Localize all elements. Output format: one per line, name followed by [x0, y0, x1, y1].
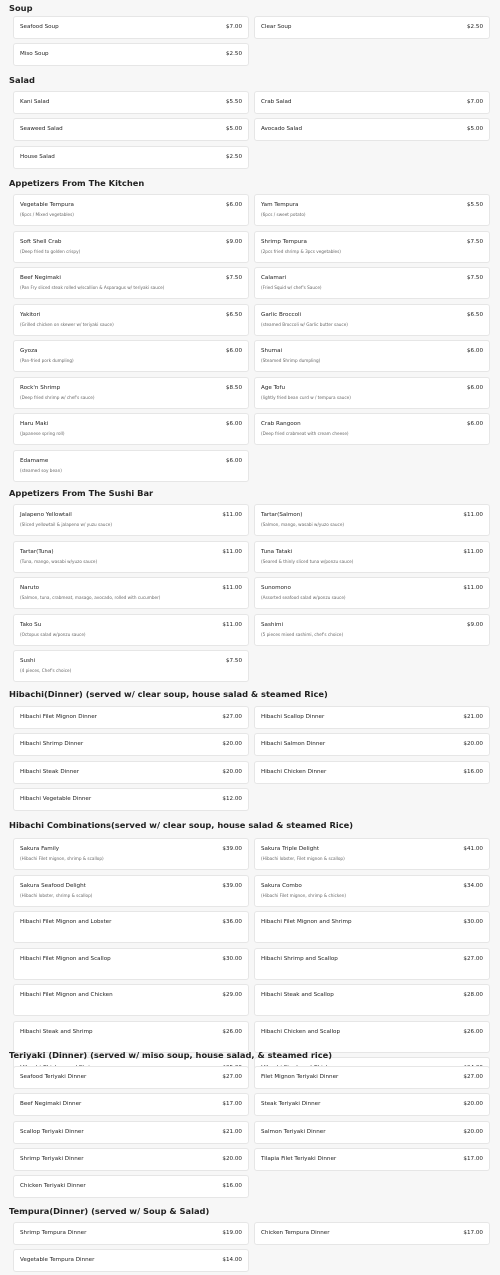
item-price: $5.50 [225, 99, 242, 105]
menu-item-sunomono[interactable] [254, 577, 490, 609]
section-title-appetizers-from-the-sushi-bar: Appetizers From The Sushi Bar [9, 488, 154, 498]
item-name: Filet Mignon Teriyaki Dinner [261, 1074, 339, 1080]
menu-item-hibachi-filet-mignon-and-chicken[interactable] [13, 984, 249, 1016]
menu-item-shrimp-tempura-dinner[interactable] [13, 1222, 249, 1245]
item-description: (Pan-fried pork dumpling) [20, 358, 74, 363]
menu-item-hibachi-shrimp-and-scallop[interactable] [254, 948, 490, 980]
menu-item-seafood-teriyaki-dinner[interactable] [13, 1066, 249, 1089]
menu-item-sushi[interactable] [13, 650, 249, 682]
menu-item-hibachi-filet-mignon-dinner[interactable] [13, 706, 249, 729]
item-name: Hibachi Steak and Scallop [261, 992, 334, 998]
item-price: $2.50 [225, 153, 242, 160]
item-name: Tartar(Tuna) [20, 548, 54, 555]
item-description: (lightly fried bean curd w / tempura sauce) [261, 394, 351, 400]
item-description: (Hibachi lobster, shrimp & scallop) [20, 892, 93, 898]
item-price: $2.50 [466, 24, 483, 30]
menu-item-hibachi-scallop-dinner[interactable] [254, 706, 490, 729]
item-description: (Deep fried to golden crispy) [20, 248, 81, 254]
item-price: $27.00 [222, 714, 242, 720]
section-title-salad: Salad [9, 75, 35, 85]
menu-item-avocado-salad[interactable] [254, 118, 490, 141]
item-description: (5 pieces mixed sashimi, chef's choice) [261, 631, 344, 637]
item-price: $20.00 [463, 1101, 483, 1108]
item-price: $5.00 [466, 126, 483, 133]
item-name: Chicken Teriyaki Dinner [20, 1183, 86, 1190]
menu-item-hibachi-salmon-dinner[interactable] [254, 733, 490, 756]
item-price: $8.50 [225, 384, 242, 391]
menu-item-kani-salad[interactable] [13, 91, 249, 114]
item-name: Garlic Broccoli [261, 311, 302, 318]
section-title-tempura-dinner-served-w-soup-s: Tempura(Dinner) (served w/ Soup & Salad) [9, 1206, 210, 1216]
item-name: Hibachi Salmon Dinner [261, 741, 326, 748]
item-name: Sakura Family [20, 846, 60, 852]
item-description: (Steamed Shrimp dumpling) [261, 358, 321, 363]
item-description: (steamed Broccoli w/ Garlic butter sauce) [261, 321, 348, 327]
item-name: Crab Rangoon [261, 421, 301, 427]
menu-item-hibachi-steak-and-shrimp[interactable] [13, 1021, 249, 1053]
item-price: $6.00 [466, 348, 483, 354]
menu-item-shrimp-teriyaki-dinner[interactable] [13, 1148, 249, 1171]
menu-item-seafood-soup[interactable] [13, 16, 249, 39]
menu-item-edamame[interactable] [13, 450, 249, 482]
item-name: Seaweed Salad [20, 126, 63, 133]
item-name: Tilapia Filet Teriyaki Dinner [261, 1155, 337, 1162]
item-price: $9.00 [225, 238, 242, 245]
menu-item-naruto[interactable] [13, 577, 249, 609]
menu-item-hibachi-steak-dinner[interactable] [13, 761, 249, 784]
item-price: $7.50 [466, 275, 483, 281]
menu-item-salmon-teriyaki-dinner[interactable] [254, 1121, 490, 1144]
menu-item-yam-tempura[interactable] [254, 194, 490, 226]
item-name: Kani Salad [20, 99, 50, 105]
item-name: Shrimp Tempura Dinner [20, 1230, 87, 1236]
item-name: Rock'n Shrimp [20, 384, 61, 391]
item-name: Avocado Salad [261, 126, 302, 133]
item-name: Sashimi [261, 621, 283, 628]
item-price: $7.00 [225, 24, 242, 30]
menu-item-calamari[interactable] [254, 267, 490, 299]
item-name: Hibachi Chicken and Scallop [261, 1028, 341, 1035]
menu-item-soft-shell-crab[interactable] [13, 231, 249, 263]
menu-item-sakura-family[interactable] [13, 838, 249, 870]
menu-item-gyoza[interactable] [13, 340, 249, 372]
menu-item-seaweed-salad[interactable] [13, 118, 249, 141]
menu-item-tako-su[interactable] [13, 614, 249, 646]
item-price: $30.00 [463, 919, 483, 925]
menu-item-jalapeno-yellowtail[interactable] [13, 504, 249, 536]
section-title-teriyaki-dinner-served-w-miso-: Teriyaki (Dinner) (served w/ miso soup, house salad, & steamed rice) [9, 1050, 333, 1060]
menu-item-sakura-combo[interactable] [254, 875, 490, 907]
item-name: Age Tofu [261, 384, 285, 391]
item-price: $6.00 [466, 421, 483, 427]
item-description: (Deep fried crabmeat with cream cheese) [261, 431, 349, 436]
item-description: (Seared & thinly sliced tuna w/ponzu sauce) [261, 558, 354, 564]
item-price: $17.00 [222, 1101, 242, 1108]
menu-item-chicken-tempura-dinner[interactable] [254, 1222, 490, 1245]
item-price: $7.00 [466, 99, 483, 105]
item-name: Hibachi Filet Mignon and Chicken [20, 992, 113, 998]
item-price: $6.00 [466, 384, 483, 391]
item-price: $11.00 [463, 585, 483, 591]
menu-item-crab-rangoon[interactable] [254, 413, 490, 445]
item-name: Shrimp Teriyaki Dinner [20, 1155, 84, 1162]
menu-item-tartar-salmon[interactable] [254, 504, 490, 536]
item-price: $5.00 [225, 126, 242, 133]
menu-item-rock-n-shrimp[interactable] [13, 377, 249, 409]
item-price: $17.00 [463, 1155, 483, 1162]
item-name: Hibachi Vegetable Dinner [20, 795, 92, 802]
item-name: Haru Maki [20, 421, 49, 427]
item-name: Sakura Combo [261, 882, 302, 889]
item-price: $6.00 [225, 348, 242, 354]
item-price: $11.00 [222, 621, 242, 628]
item-price: $6.00 [225, 202, 242, 208]
item-price: $20.00 [463, 1128, 483, 1135]
item-name: Shrimp Tempura [261, 238, 307, 245]
item-description: (Deep fried shrimp w/ chef's sauce) [20, 394, 95, 400]
item-price: $9.00 [466, 621, 483, 628]
item-name: Sushi [20, 658, 36, 664]
item-price: $26.00 [222, 1028, 242, 1035]
item-name: Sunomono [261, 585, 291, 591]
item-price: $39.00 [222, 882, 242, 889]
item-price: $6.50 [466, 311, 483, 318]
item-price: $41.00 [463, 846, 483, 852]
item-price: $21.00 [463, 714, 483, 720]
item-name: Shumai [261, 348, 283, 354]
menu-item-hibachi-filet-mignon-and-shrimp[interactable] [254, 911, 490, 943]
item-description: (Tuna, mango, wasabi w/yuzo sauce) [20, 558, 98, 564]
item-name: Sakura Seafood Delight [20, 882, 86, 889]
menu-item-sakura-seafood-delight[interactable] [13, 875, 249, 907]
menu-item-yakitori[interactable] [13, 304, 249, 336]
item-price: $27.00 [463, 1074, 483, 1080]
item-description: (Hibachi Filet mignon, shrimp & scallop) [20, 856, 104, 861]
item-name: Crab Salad [261, 99, 292, 105]
item-description: (Fried Squid w/ chef's Sauce) [261, 285, 322, 290]
menu-item-tuna-tataki[interactable] [254, 541, 490, 573]
item-price: $34.00 [463, 882, 483, 889]
item-name: Vegetable Tempura [20, 202, 74, 208]
item-price: $7.50 [466, 238, 483, 245]
section-title-hibachi-combinations-served-w-: Hibachi Combinations(served w/ clear soup, house salad & steamed Rice) [9, 820, 354, 830]
item-name: Hibachi Steak Dinner [20, 768, 80, 775]
menu-item-hibachi-vegetable-dinner[interactable] [13, 788, 249, 811]
item-price: $11.00 [222, 512, 242, 518]
item-description: (Japanese spring roll) [20, 431, 65, 436]
item-description: (6pcs / Mixed vegetables) [20, 212, 74, 217]
item-name: Yam Tempura [261, 202, 299, 208]
item-name: Hibachi Filet Mignon and Lobster [20, 919, 112, 925]
item-price: $27.00 [222, 1074, 242, 1080]
item-price: $11.00 [463, 548, 483, 555]
item-name: Hibachi Filet Mignon Dinner [20, 714, 97, 720]
menu-item-filet-mignon-teriyaki-dinner[interactable] [254, 1066, 490, 1089]
item-price: $28.00 [463, 992, 483, 998]
item-description: (Grilled chicken on skewer w/ teriyaki sauce) [20, 321, 114, 327]
menu-item-age-tofu[interactable] [254, 377, 490, 409]
item-price: $6.50 [225, 311, 242, 318]
item-name: Seafood Soup [20, 24, 59, 30]
menu-item-clear-soup[interactable] [254, 16, 490, 39]
menu-item-beef-negimaki-dinner[interactable] [13, 1093, 249, 1116]
menu-item-haru-maki[interactable] [13, 413, 249, 445]
section-title-soup: Soup [9, 3, 33, 13]
item-price: $14.00 [222, 1257, 242, 1264]
item-price: $19.00 [222, 1230, 242, 1236]
menu-item-hibachi-shrimp-dinner[interactable] [13, 733, 249, 756]
item-name: Salmon Teriyaki Dinner [261, 1128, 326, 1135]
item-name: Tartar(Salmon) [261, 512, 303, 518]
item-name: Hibachi Steak and Shrimp [20, 1028, 93, 1035]
item-description: (6pcs / sweet potato) [261, 212, 306, 217]
item-name: Hibachi Scallop Dinner [261, 714, 325, 720]
item-name: Jalapeno Yellowtail [20, 512, 72, 518]
item-price: $11.00 [222, 548, 242, 555]
item-description: (Salmon, tuna, crabmeat, masago, avocado, rolled with cucumber) [20, 595, 161, 600]
item-name: Vegetable Tempura Dinner [20, 1257, 95, 1264]
item-name: Tuna Tataki [261, 548, 293, 555]
item-name: Calamari [261, 275, 287, 281]
menu-item-crab-salad[interactable] [254, 91, 490, 114]
item-price: $17.00 [463, 1230, 483, 1236]
item-description: (Hibachi Filet mignon, shrimp & chicken) [261, 892, 346, 898]
item-price: $20.00 [222, 1155, 242, 1162]
menu-item-house-salad[interactable] [13, 146, 249, 169]
menu-item-tilapia-filet-teriyaki-dinner[interactable] [254, 1148, 490, 1171]
item-price: $5.50 [466, 202, 483, 208]
item-description: (Hibachi lobster, Filet mignon & scallop) [261, 856, 345, 861]
menu-item-beef-negimaki[interactable] [13, 267, 249, 299]
item-name: Tako Su [20, 621, 42, 628]
menu-item-hibachi-filet-mignon-and-scallop[interactable] [13, 948, 249, 980]
section-title-hibachi-dinner-served-w-clear-: Hibachi(Dinner) (served w/ clear soup, house salad & steamed Rice) [9, 689, 328, 699]
item-price: $36.00 [222, 919, 242, 925]
item-price: $16.00 [222, 1183, 242, 1190]
item-name: Sakura Triple Delight [261, 846, 320, 852]
item-price: $6.00 [225, 457, 242, 464]
menu-item-tartar-tuna[interactable] [13, 541, 249, 573]
item-price: $30.00 [222, 955, 242, 962]
item-name: Hibachi Filet Mignon and Shrimp [261, 919, 352, 925]
menu-item-vegetable-tempura-dinner[interactable] [13, 1249, 249, 1272]
item-name: Beef Negimaki [20, 275, 61, 281]
menu-item-hibachi-steak-and-scallop[interactable] [254, 984, 490, 1016]
item-name: Clear Soup [261, 24, 292, 30]
item-price: $2.50 [225, 51, 242, 58]
item-description: (Octopus salad w/ponzu sauce) [20, 631, 86, 637]
menu-item-sashimi[interactable] [254, 614, 490, 646]
item-price: $6.00 [225, 421, 242, 427]
item-description: (steamed soy bean) [20, 467, 62, 473]
item-price: $21.00 [222, 1128, 242, 1135]
menu-item-scallop-teriyaki-dinner[interactable] [13, 1121, 249, 1144]
menu-item-hibachi-chicken-dinner[interactable] [254, 761, 490, 784]
item-price: $16.00 [463, 768, 483, 775]
menu-item-sakura-triple-delight[interactable] [254, 838, 490, 870]
item-price: $20.00 [222, 741, 242, 748]
menu-item-chicken-teriyaki-dinner[interactable] [13, 1175, 249, 1198]
section-title-appetizers-from-the-kitchen: Appetizers From The Kitchen [9, 178, 145, 188]
item-name: Seafood Teriyaki Dinner [20, 1074, 87, 1080]
item-price: $11.00 [222, 585, 242, 591]
menu-item-garlic-broccoli[interactable] [254, 304, 490, 336]
item-name: Scallop Teriyaki Dinner [20, 1128, 84, 1135]
item-description: (Pan Fry sliced steak rolled w/scallion & Asparagus w/ teriyaki sauce) [20, 285, 165, 290]
item-name: Edamame [20, 457, 49, 464]
item-description: (Sliced yellowtail & jalapeno w/ yuzu sauce) [20, 522, 112, 527]
menu-item-vegetable-tempura[interactable] [13, 194, 249, 226]
menu-item-hibachi-chicken-and-scallop[interactable] [254, 1021, 490, 1053]
item-name: Hibachi Shrimp and Scallop [261, 955, 338, 962]
item-price: $20.00 [222, 768, 242, 775]
menu-item-hibachi-filet-mignon-and-lobster[interactable] [13, 911, 249, 943]
item-name: Yakitori [20, 311, 41, 318]
item-price: $20.00 [463, 741, 483, 748]
item-name: Miso Soup [20, 51, 49, 58]
menu-item-miso-soup[interactable] [13, 43, 249, 66]
item-price: $11.00 [463, 512, 483, 518]
item-name: Soft Shell Crab [20, 238, 62, 245]
item-description: (Assorted seafood salad w/ponzu sauce) [261, 595, 346, 600]
item-price: $26.00 [463, 1028, 483, 1035]
item-name: Chicken Tempura Dinner [261, 1230, 330, 1236]
item-name: Gyoza [20, 348, 38, 354]
item-price: $39.00 [222, 846, 242, 852]
item-price: $29.00 [222, 992, 242, 998]
item-price: $7.50 [225, 275, 242, 281]
menu-item-shrimp-tempura[interactable] [254, 231, 490, 263]
item-name: House Salad [20, 153, 55, 160]
item-name: Steak Teriyaki Dinner [261, 1101, 321, 1108]
item-name: Beef Negimaki Dinner [20, 1101, 82, 1108]
item-name: Naruto [20, 585, 40, 591]
item-name: Hibachi Filet Mignon and Scallop [20, 955, 111, 962]
item-name: Hibachi Shrimp Dinner [20, 741, 84, 748]
item-description: (2pcs fried shrimp & 3pcs vegetables) [261, 248, 341, 254]
menu-item-steak-teriyaki-dinner[interactable] [254, 1093, 490, 1116]
item-price: $27.00 [463, 955, 483, 962]
menu-item-shumai[interactable] [254, 340, 490, 372]
item-name: Hibachi Chicken Dinner [261, 768, 327, 775]
item-price: $12.00 [222, 795, 242, 802]
item-price: $7.50 [225, 658, 242, 664]
item-description: (4 pieces, Chef's choice) [20, 668, 72, 673]
item-description: (Salmon, mango, wasabi w/yuzo sauce) [261, 522, 345, 527]
